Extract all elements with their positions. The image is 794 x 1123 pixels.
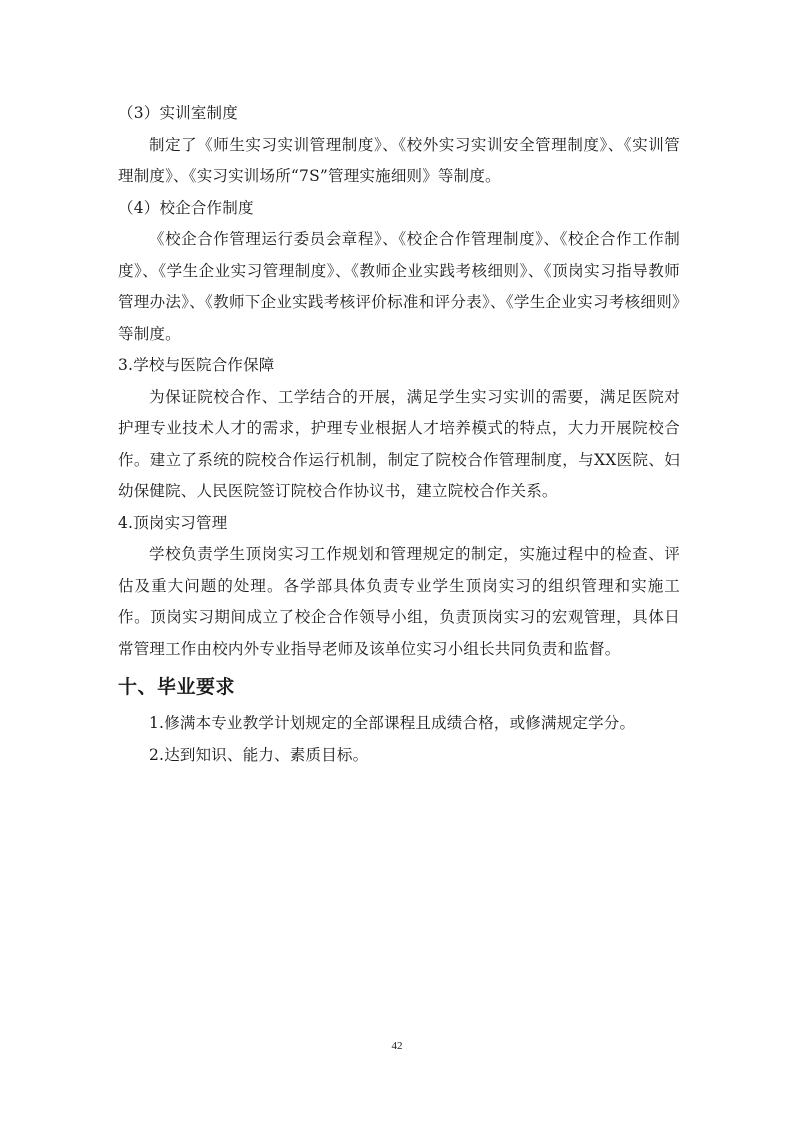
graduation-requirements-heading: 十、毕业要求: [118, 676, 236, 698]
page-content: [118, 98, 680, 771]
school-enterprise-heading: （4）校企合作制度: [118, 198, 254, 217]
hospital-cooperation-paragraph: 为保证院校合作、工学结合的开展，满足学生实习实训的需要，满足医院对护理专业技术人才的需求，护理专业根据人才培养模式的特点，大力开展院校合作。建立了系统的院校合作运行机制，制定了院校合作管理制度，与XX医院、妇幼保健院、人民医院签订院校合作协议书，建立院校合作关系。: [118, 387, 680, 500]
hospital-cooperation-heading: 3.学校与医院合作保障: [118, 356, 275, 374]
page-number: 42: [391, 1040, 403, 1052]
training-room-paragraph: 制定了《师生实习实训管理制度》、《校外实习实训安全管理制度》、《实训管理制度》、《实习实训场所“7S”管理实施细则》等制度。: [118, 135, 680, 185]
graduation-requirement-item: 2.达到知识、能力、素质目标。: [149, 745, 369, 764]
graduation-requirement-item: 1.修满本专业教学计划规定的全部课程且成绩合格，或修满规定学分。: [149, 714, 636, 732]
internship-heading: 4.顶岗实习管理: [118, 513, 228, 532]
training-room-heading: （3）实训室制度: [118, 104, 238, 122]
school-enterprise-paragraph: 《校企合作管理运行委员会章程》、《校企合作管理制度》、《校企合作工作制度》、《学生企业实习管理制度》、《教师企业实践考核细则》、《顶岗实习指导教师管理办法》、《教师下企业实践考核评价标准和评分表》、《学生企业实习考核细则》等制度。: [118, 230, 680, 343]
internship-paragraph: 学校负责学生顶岗实习工作规划和管理规定的制定，实施过程中的检查、评估及重大问题的处理。各学部具体负责专业学生顶岗实习的组织管理和实施工作。顶岗实习期间成立了校企合作领导小组，负责顶岗实习的宏观管理，具体日常管理工作由校内外专业指导老师及该单位实习小组长共同负责和监督。: [118, 545, 680, 658]
